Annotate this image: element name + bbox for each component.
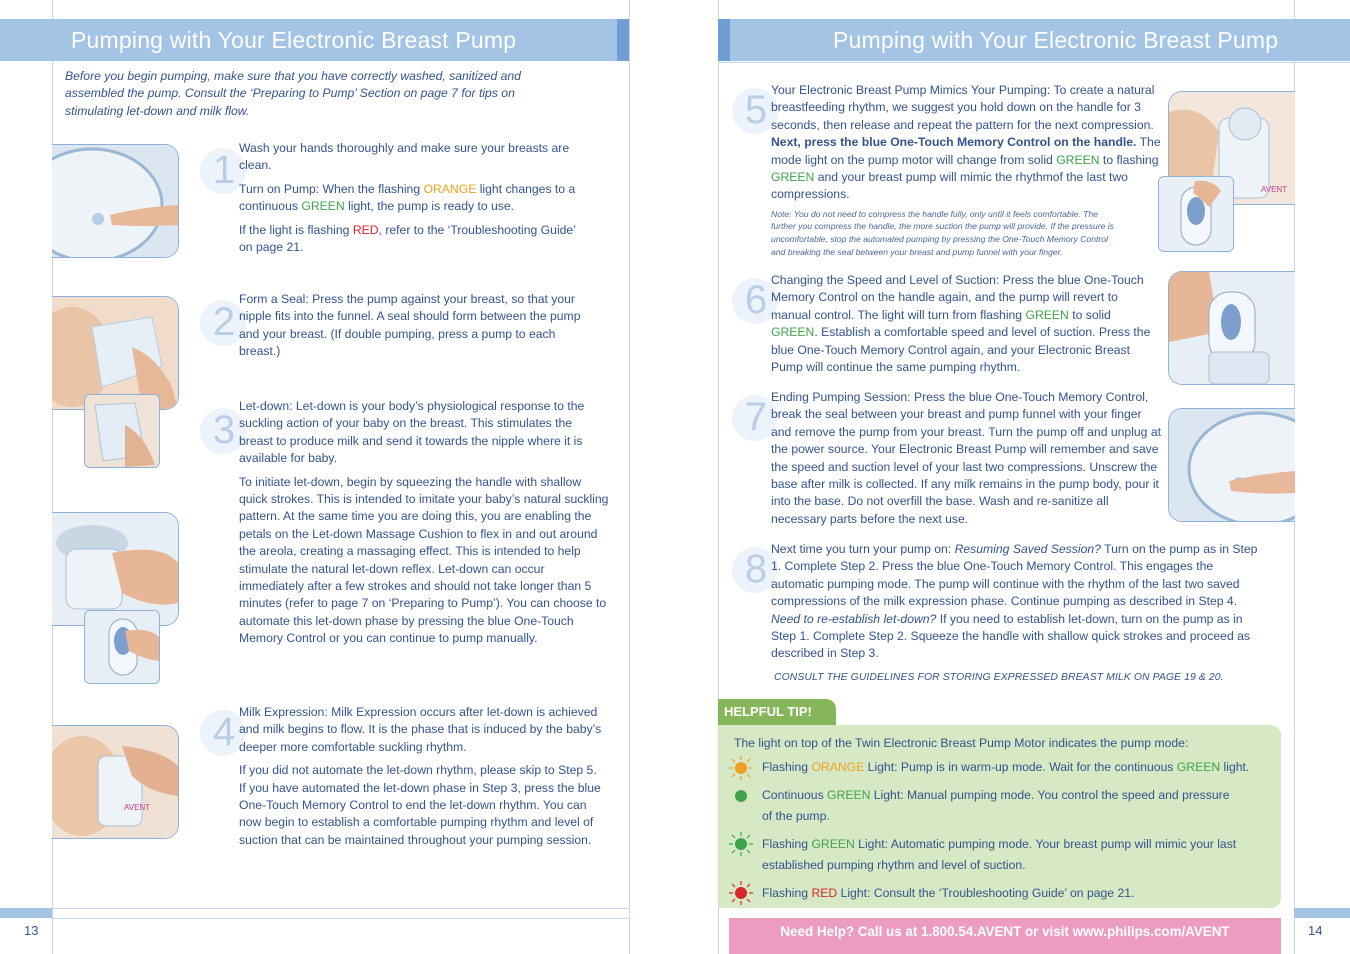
step-8-t2: Turn on the pump as in Step 1. Complete Step 2. Press the blue One-Touch Memory Control. This engages the automatic pumping mode. The pump will continue with the rhythm of the last two saved compressions of the milk expression phase. Continue pumping as described in Step 4.	[771, 542, 1258, 609]
storage-note: CONSULT THE GUIDELINES FOR STORING EXPRESSED BREAST MILK ON PAGE 19 & 20.	[774, 672, 1224, 683]
step-6-p1	[771, 272, 1151, 376]
step-1-p3-a: If the light is flashing	[239, 222, 353, 237]
step-1-green: GREEN	[301, 199, 345, 214]
tip-item-3-b: Light: Automatic pumping mode. Your breast pump will mimic your last established pumping rhythm and level of suction.	[762, 837, 1237, 872]
tip-item-4-red: RED	[811, 886, 838, 900]
step-1-photo	[52, 144, 179, 258]
step-6-t3: . Establish a comfortable speed and level of suction. Press the blue One-Touch Memory Control again, and your Electronic Breast Pump will continue the same pumping rhythm.	[771, 325, 1151, 375]
tip-item-4-a: Flashing	[762, 886, 812, 900]
flashing-green-icon	[729, 832, 753, 856]
tip-item-3-a: Flashing	[762, 837, 812, 851]
step-5-green-1: GREEN	[1056, 152, 1100, 167]
step-1-orange: ORANGE	[423, 181, 477, 196]
step-3-photo	[52, 512, 179, 626]
tip-item-2-b: Light: Manual pumping mode. You control the speed and pressure of the pump.	[762, 788, 1230, 823]
tip-item-3	[762, 834, 1252, 875]
continuous-green-icon	[735, 790, 747, 802]
right-title-accent	[718, 19, 730, 61]
step-7-text	[771, 389, 1161, 534]
step-2-photo	[52, 296, 179, 410]
step-5-text	[771, 82, 1163, 258]
step-6-number: 6	[734, 278, 778, 322]
right-page-title: Pumping with Your Electronic Breast Pump	[833, 27, 1279, 53]
step-1-p3	[239, 222, 579, 257]
tip-item-1-orange: ORANGE	[811, 760, 865, 774]
left-footer-tab	[0, 908, 52, 918]
intro-text: Before you begin pumping, make sure that you have correctly washed, sanitized and assembled the pump. Consult the ‘Preparing to Pump’ Section on page 7 for tips on stimulating let-down and milk flow.	[65, 69, 521, 118]
step-2-inset-photo	[84, 394, 160, 468]
tip-item-3-green: GREEN	[811, 837, 855, 851]
left-footer-line-2	[52, 918, 629, 919]
tip-item-2	[762, 785, 1242, 826]
tip-item-1-green: GREEN	[1176, 760, 1221, 774]
step-1-text	[239, 140, 579, 262]
tip-item-1-c: light.	[1220, 760, 1250, 774]
step-5-t1: Your Electronic Breast Pump Mimics Your Pumping: To create a natural breastfeeding rhythm, we suggest you hold down on the handle for 3 seconds, then release and repeat the pattern for the next compression.	[771, 83, 1155, 132]
step-3-text	[239, 398, 609, 654]
step-3-inset-photo	[84, 610, 160, 684]
step-1-p3-b: , refer to the ‘Troubleshooting Guide’ on page 21.	[239, 222, 576, 255]
left-page-title: Pumping with Your Electronic Breast Pump	[71, 27, 517, 53]
right-title-bar	[718, 19, 1350, 61]
step-6-text	[771, 272, 1151, 382]
step-1-p2	[239, 181, 579, 216]
step-7-p1: Ending Pumping Session: Press the blue One-Touch Memory Control, break the seal between your breast and pump funnel with your finger and remove the pump from your breast. Turn the pump off and unplug at the power source. Your Electronic Breast Pump will remember and save the speed and suction level of your last two compressions. Unscrew the base after milk is collected. If any milk remains in the pump body, pour it into the base. Do not overfill the base. Wash and re-sanitize all necessary parts before the next use.	[771, 390, 1162, 526]
right-page-number: 14	[1308, 923, 1323, 938]
step-5-green-2: GREEN	[771, 170, 815, 185]
step-5-t3: to flashing	[1099, 152, 1159, 167]
tip-item-2-green: GREEN	[827, 788, 871, 802]
left-page-right-line	[629, 0, 630, 954]
step-1-p1: Wash your hands thoroughly and make sure your breasts are clean.	[239, 141, 570, 173]
step-8-italic-2: Need to re-establish let-down?	[771, 611, 937, 626]
step-1-p2-a: Turn on Pump: When the flashing	[239, 181, 424, 196]
step-4-number: 4	[202, 710, 246, 754]
tip-item-4-b: Light: Consult the ‘Troubleshooting Guide’ on page 21.	[837, 886, 1135, 900]
step-5-p1	[771, 82, 1163, 204]
step-6-green-1: GREEN	[1025, 307, 1069, 322]
step-3-number: 3	[202, 408, 246, 452]
right-footer-tab	[1294, 908, 1350, 918]
step-6-t2: to solid	[1068, 307, 1111, 322]
step-7-photo	[1168, 408, 1295, 522]
step-5-inset-photo	[1158, 176, 1234, 252]
left-title-bar	[0, 19, 629, 61]
step-4-p1: Milk Expression: Milk Expression occurs after let-down is achieved and milk begins to flow. It is the phase that is induced by the baby’s deeper more comfortable suckling rhythm.	[239, 705, 602, 754]
step-5-bold: Next, press the blue One-Touch Memory Control on the handle.	[771, 135, 1137, 150]
step-5-note: Note: You do not need to compress the handle fully, only until it feels comfortable. The further you compress the handle, the more suction the pump will provide. If the pressure is uncomfortable, stop the automated pumping by pressing the One-Touch Memory Control and breaking the seal between your breast and pump funnel with your finger.	[771, 208, 1114, 257]
flashing-orange-icon	[729, 756, 753, 780]
step-6-t1: Changing the Speed and Level of Suction: Press the blue One-Touch Memory Control on the handle again, and the pump will revert to manual control. The light will turn from flashing	[771, 273, 1144, 322]
right-header-line	[718, 62, 1350, 63]
step-4-text	[239, 704, 604, 855]
step-2-text	[239, 291, 589, 367]
svg-text:AVENT: AVENT	[124, 803, 151, 812]
tip-item-1	[762, 757, 1249, 778]
step-8-text	[771, 541, 1266, 669]
step-4-p2: If you did not automate the let-down rhythm, please skip to Step 5. If you have automated the let-down phase in Step 3, press the blue One-Touch Memory Control to end the let-down rhythm. You can now begin to establish a comfortable pumping rhythm and level of suction that can be maintained throughout your pumping session.	[239, 763, 601, 847]
step-8-p1	[771, 541, 1266, 663]
tip-item-1-a: Flashing	[762, 760, 812, 774]
step-8-t3: If you need to establish let-down, turn on the pump as in Step 1. Complete Step 2. Squeeze the handle with shallow quick strokes and proceed as described in Step 3.	[771, 611, 1250, 661]
help-footer-banner: Need Help? Call us at 1.800.54.AVENT or visit www.philips.com/AVENT	[729, 918, 1281, 954]
step-3-p1: Let-down: Let-down is your body’s physiological response to the suckling action of your baby on the breast. This stimulates the breast to produce milk and send it towards the nipple where it is available for baby.	[239, 399, 585, 466]
step-7-number: 7	[734, 395, 778, 439]
left-page-number: 13	[24, 923, 39, 938]
step-4-photo	[52, 725, 179, 839]
step-3-p2: To initiate let-down, begin by squeezing the handle with shallow quick strokes. This is intended to imitate your baby’s natural suckling pattern. At the same time you are doing this, you are enabling the petals on the Let-down Massage Cushion to flex in and out around the areola, creating a massaging effect. This is intended to help stimulate the natural let-down reflex. Let-down can occur immediately after a few strokes and should not take longer than 5 minutes (refer to page 7 on ‘Preparing to Pump’). You can choose to automate this let-down phase by pressing the blue One-Touch Memory Control or you can continue to pump manually.	[239, 474, 609, 646]
left-footer-line	[0, 908, 629, 909]
step-8-t1: Next time you turn your pump on:	[771, 542, 955, 556]
tip-item-2-a: Continuous	[762, 788, 828, 802]
step-8-number: 8	[734, 547, 778, 591]
step-6-photo	[1168, 271, 1295, 385]
step-2-number: 2	[202, 300, 246, 344]
tip-intro: The light on top of the Twin Electronic Breast Pump Motor indicates the pump mode:	[734, 736, 1189, 750]
step-5-number: 5	[734, 88, 778, 132]
helpful-tip-tab: HELPFUL TIP!	[718, 699, 836, 725]
flashing-red-icon	[729, 881, 753, 905]
tip-item-1-b: Light: Pump is in warm-up mode. Wait for the continuous	[864, 760, 1177, 774]
step-1-number: 1	[202, 148, 246, 192]
step-1-p2-b: light changes to a continuous	[239, 181, 576, 214]
svg-text:AVENT: AVENT	[1261, 185, 1288, 194]
step-8-italic-1: Resuming Saved Session?	[954, 542, 1101, 556]
step-6-green-2: GREEN	[771, 325, 815, 340]
step-2-p1: Form a Seal: Press the pump against your breast, so that your nipple fits into the funnel. A seal should form between the pump and your breast. (If double pumping, press a pump to each breast.)	[239, 292, 581, 359]
step-1-red: RED	[352, 222, 379, 237]
step-1-p2-c: light, the pump is ready to use.	[344, 199, 515, 214]
step-5-t2: The mode light on the pump motor will change from solid	[771, 135, 1161, 167]
left-title-accent	[617, 19, 629, 61]
step-5-t4: and your breast pump will mimic the rhythmof the last two compressions.	[771, 170, 1128, 202]
tip-item-4	[762, 883, 1134, 904]
